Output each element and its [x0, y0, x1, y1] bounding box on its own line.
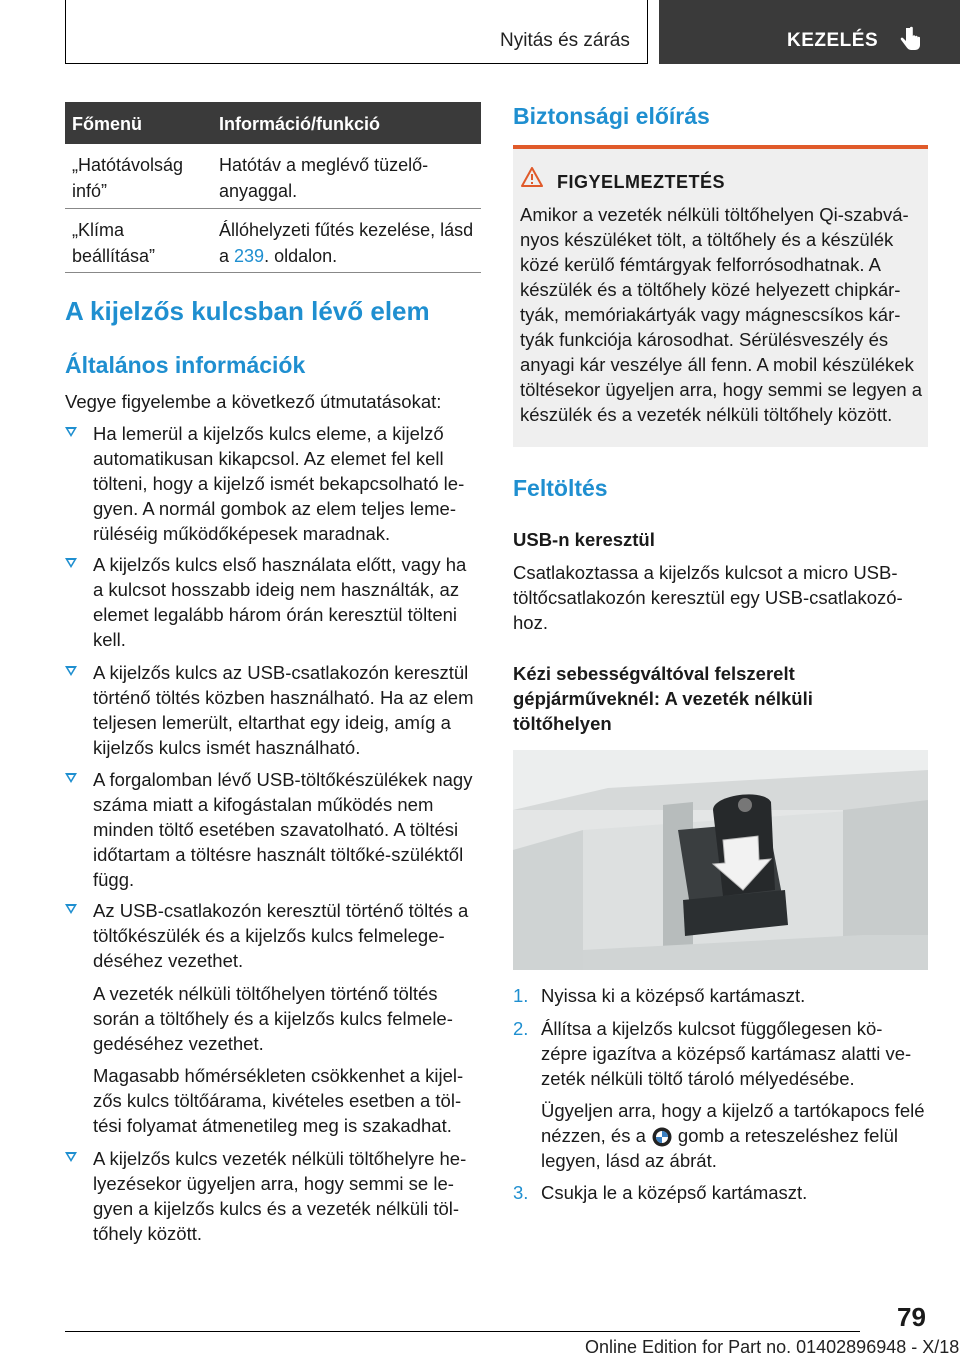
- table-header-menu: Főmenü: [72, 114, 142, 134]
- warning-triangle-icon: [521, 167, 543, 187]
- bullet-triangle-icon: [65, 558, 77, 568]
- table-cell-text: . oldalon.: [264, 246, 338, 266]
- chapter-subtitle: Nyitás és zárás: [500, 30, 630, 51]
- chapter-tab-label: KEZELÉS: [787, 30, 879, 51]
- step-note-before: Ügyeljen arra, hogy a kijelző a tartókapocs felé nézzen, és a: [541, 1100, 925, 1146]
- bullet-triangle-icon: [65, 1152, 77, 1162]
- list-item-text: A kijelzős kulcs az USB-csatlakozón keresztül történő töltés közben használható. Ha az elem teljesen lemerült, eltarthat egy ideig, amíg a kijelzős kulcs ismét használható.: [93, 662, 474, 758]
- footer-divider: [65, 1331, 860, 1332]
- step-number: 2.: [513, 1018, 529, 1039]
- list-item-text: Az USB-csatlakozón keresztül történő töltés a töltőkészülék és a kijelzős kulcs felmelege-déséhez vezethet.: [93, 900, 469, 971]
- bullet-triangle-icon: [65, 427, 77, 437]
- safety-title: Biztonsági előírás: [513, 103, 710, 129]
- table-header-info: Információ/funkció: [219, 114, 381, 134]
- general-info-title: Általános információk: [65, 352, 306, 378]
- usb-title: USB-n keresztül: [513, 529, 655, 550]
- charging-title: Feltöltés: [513, 475, 608, 501]
- step-text: Nyissa ki a középső kartámaszt.: [541, 985, 806, 1006]
- table-cell-text: Állóhelyzeti fűtés kezelése, lásd a: [219, 220, 474, 266]
- bullet-triangle-icon: [65, 773, 77, 783]
- page-number: 79: [897, 1302, 926, 1332]
- footer-edition: Online Edition for Part no. 01402896948 - X/18: [585, 1337, 960, 1357]
- bullet-triangle-icon: [65, 666, 77, 676]
- bullet-triangle-icon: [65, 904, 77, 914]
- section-title: A kijelzős kulcsban lévő elem: [65, 296, 430, 326]
- list-item-continuation: Magasabb hőmérsékleten csökkenhet a kijel-zős kulcs töltőárama, kivételes esetben a töl-tési folyamat átmenetileg meg is szakadhat.: [93, 1065, 464, 1136]
- list-item-text: Ha lemerül a kijelzős kulcs eleme, a kijelző automatikusan kikapcsol. Az elemet fel kell tölteni, hogy a kijelző ismét bekapcsolható le-gyen. A normál gombok az elem teljes leme-rüléséig működőképesek maradnak.: [93, 423, 465, 544]
- step-number: 1.: [513, 985, 529, 1006]
- table-row: [65, 144, 481, 209]
- table-row: [65, 209, 481, 273]
- table-cell-info: [219, 217, 479, 269]
- warning-text: Amikor a vezeték nélküli töltőhelyen Qi-szabvá-nyos készüléket tölt, a töltőhely és a készülék közé kerülő fémtárgyak felforrósodhatnak. A készülék és a töltőhely közé helyezett chipkár-tyák, memóriakártyák vagy mágnescsíkos kár-tyák funkciója károsodhat. Sérülésveszély és anyagi kár veszélye áll fenn. A mobil készülékek töltésekor ügyeljen arra, hogy semmi se legyen a készülék és a vezeték nélküli töltőhely között.: [520, 204, 923, 425]
- list-item-text: A kijelzős kulcs vezeték nélküli töltőhelyre he-lyezésekor ügyeljen arra, hogy semmi se le-gyen a kijelzős kulcs és a vezeték nélküli töl-tőhely között.: [93, 1148, 467, 1244]
- bmw-logo-icon: [652, 1127, 672, 1147]
- manual-title: Kézi sebességváltóval felszerelt gépjárműveknél: A vezeték nélküli töltőhelyen: [513, 663, 813, 734]
- hand-pointer-icon: [898, 26, 922, 54]
- table-cell-menu: „Klíma beállítása”: [72, 220, 156, 266]
- wireless-charger-illustration: [513, 750, 928, 970]
- table-cell-menu: „Hatótávolság infó”: [72, 155, 184, 201]
- step-text: Állítsa a kijelzős kulcsot függőlegesen kö-zépre igazítva a középső kartámasz alatti ve-zeték nélküli töltő tároló mélyedésébe.: [541, 1018, 912, 1089]
- list-item-text: A kijelzős kulcs első használata előtt, vagy ha a kulcsot hosszabb ideig nem használták, az elemet legalább három órán keresztül tölteni kell.: [93, 554, 467, 650]
- step-number: 3.: [513, 1182, 529, 1203]
- intro-text: Vegye figyelembe a következő útmutatásokat:: [65, 391, 442, 412]
- step-note-after: gomb a reteszeléshez felül legyen, lásd az ábrát.: [541, 1125, 898, 1171]
- page-link-239[interactable]: 239: [234, 246, 265, 266]
- usb-text: Csatlakoztassa a kijelzős kulcsot a micro USB-töltőcsatlakozón keresztül egy USB-csatlakozó-hoz.: [513, 562, 903, 633]
- step-text: Csukja le a középső kartámaszt.: [541, 1182, 808, 1203]
- step-note-text: [541, 1098, 928, 1173]
- menu-info-table: [65, 102, 481, 273]
- list-item-continuation: A vezeték nélküli töltőhelyen történő töltés során a töltőhely és a kijelzős kulcs felmele-gedéséhez vezethet.: [93, 983, 453, 1054]
- list-item-text: A forgalomban lévő USB-töltőkészülékek nagy száma miatt a kifogástalan működés nem minden töltő esetében szavatolható. A töltési időtartam a töltésre használt töltőké-szüléktől függ.: [93, 769, 473, 890]
- table-cell-info: Hatótáv a meglévő tüzelő-anyaggal.: [219, 155, 429, 201]
- table-header: [65, 102, 481, 144]
- warning-title: FIGYELMEZTETÉS: [557, 172, 726, 192]
